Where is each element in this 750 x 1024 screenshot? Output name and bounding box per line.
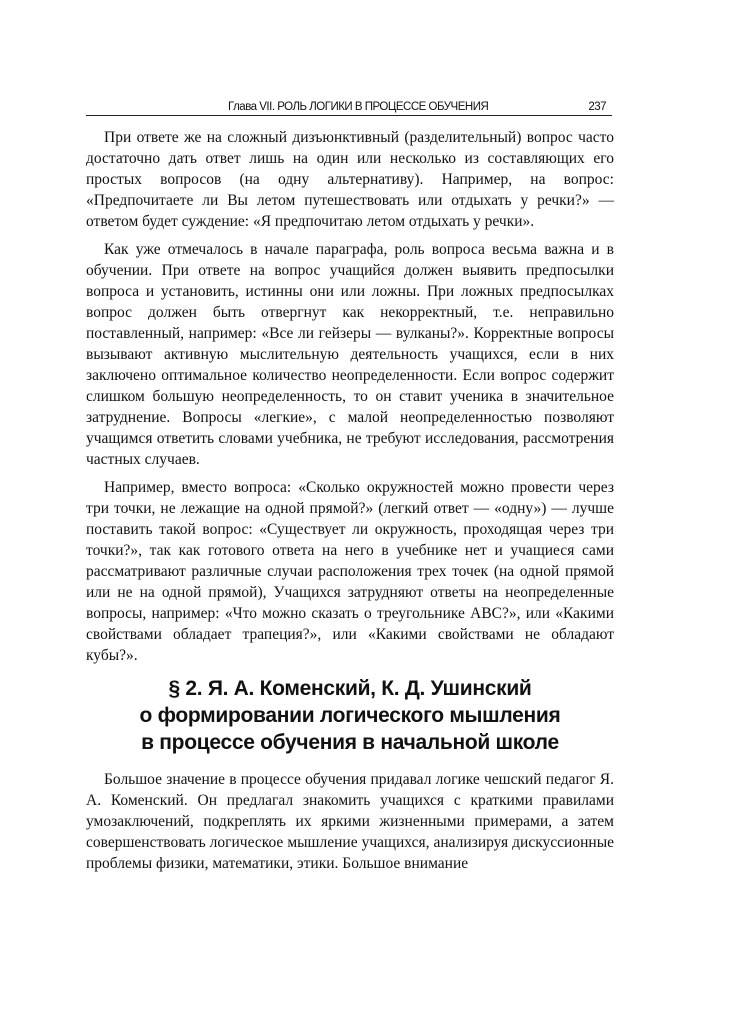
- paragraph-disjunctive-question: При ответе же на сложный дизъюнктивный (разделительный) вопрос часто достаточно дать ответ лишь на один или несколько из составляющих его простых вопросов (на одну альтернативу). Например, на вопрос: «Предпочитаете ли Вы летом путешествовать или отдыхать у речки?» — ответом будет суждение: «Я предпочитаю летом отдыхать у речки».: [86, 129, 614, 230]
- paragraph-komensky: Большое значение в процессе обучения придавал логике чешский педагог Я. А. Коменский. Он предлагал знакомить учащихся с краткими правилами умозаключений, подкреплять их яркими жизненными примерами, а затем совершенствовать логическое мышление учащихся, анализируя дискуссионные проблемы физики, математики, этики. Большое внимание: [86, 771, 614, 872]
- body-text: [86, 127, 614, 666]
- section-heading-line-1: § 2. Я. А. Коменский, К. Д. Ушинский: [168, 677, 532, 700]
- paragraph-role-of-questions: Как уже отмечалось в начале параграфа, роль вопроса весьма важна и в обучении. При ответе на вопрос учащийся должен выявить предпосылки вопроса и установить, истинны они или ложны. При ложных предпосылках вопрос должен быть отвергнут как некорректный, т.е. неправильно поставленный, например: «Все ли гейзеры — вулканы?». Корректные вопросы вызывают активную мыслительную деятельность учащихся, если в них заключено оптимальное количество неопределенности. Если вопрос содержит слишком большую неопределенность, то он ставит ученика в значительное затруднение. Вопросы «легкие», с малой неопределенностью позволяют учащимся ответить словами учебника, не требуют исследования, рассмотрения частных случаев.: [86, 241, 614, 468]
- paragraph-circle-example: Например, вместо вопроса: «Сколько окружностей можно провести через три точки, не лежащие на одной прямой?» (легкий ответ — «одну») — лучше поставить такой вопрос: «Существует ли окружность, проходящая через три точки?», так как готового ответа на него в учебнике нет и учащиеся сами рассматривают различные случаи расположения трех точек (на одной прямой или не на одной прямой), Учащихся затрудняют ответы на неопределенные вопросы, например: «Что можно сказать о треугольнике ABC?», или «Какими свойствами обладает трапеция?», или «Какими свойствами не обладают кубы?».: [86, 479, 614, 664]
- section-heading: [86, 675, 614, 756]
- running-header: [86, 99, 612, 116]
- section-heading-line-2: о формировании логического мышления: [139, 704, 561, 727]
- section-heading-line-3: в процессе обучения в начальной школе: [141, 731, 559, 754]
- chapter-title: Глава VII. РОЛЬ ЛОГИКИ В ПРОЦЕССЕ ОБУЧЕНИЯ: [228, 101, 489, 113]
- page-number: 237: [588, 101, 606, 113]
- section-body-text: [86, 769, 614, 874]
